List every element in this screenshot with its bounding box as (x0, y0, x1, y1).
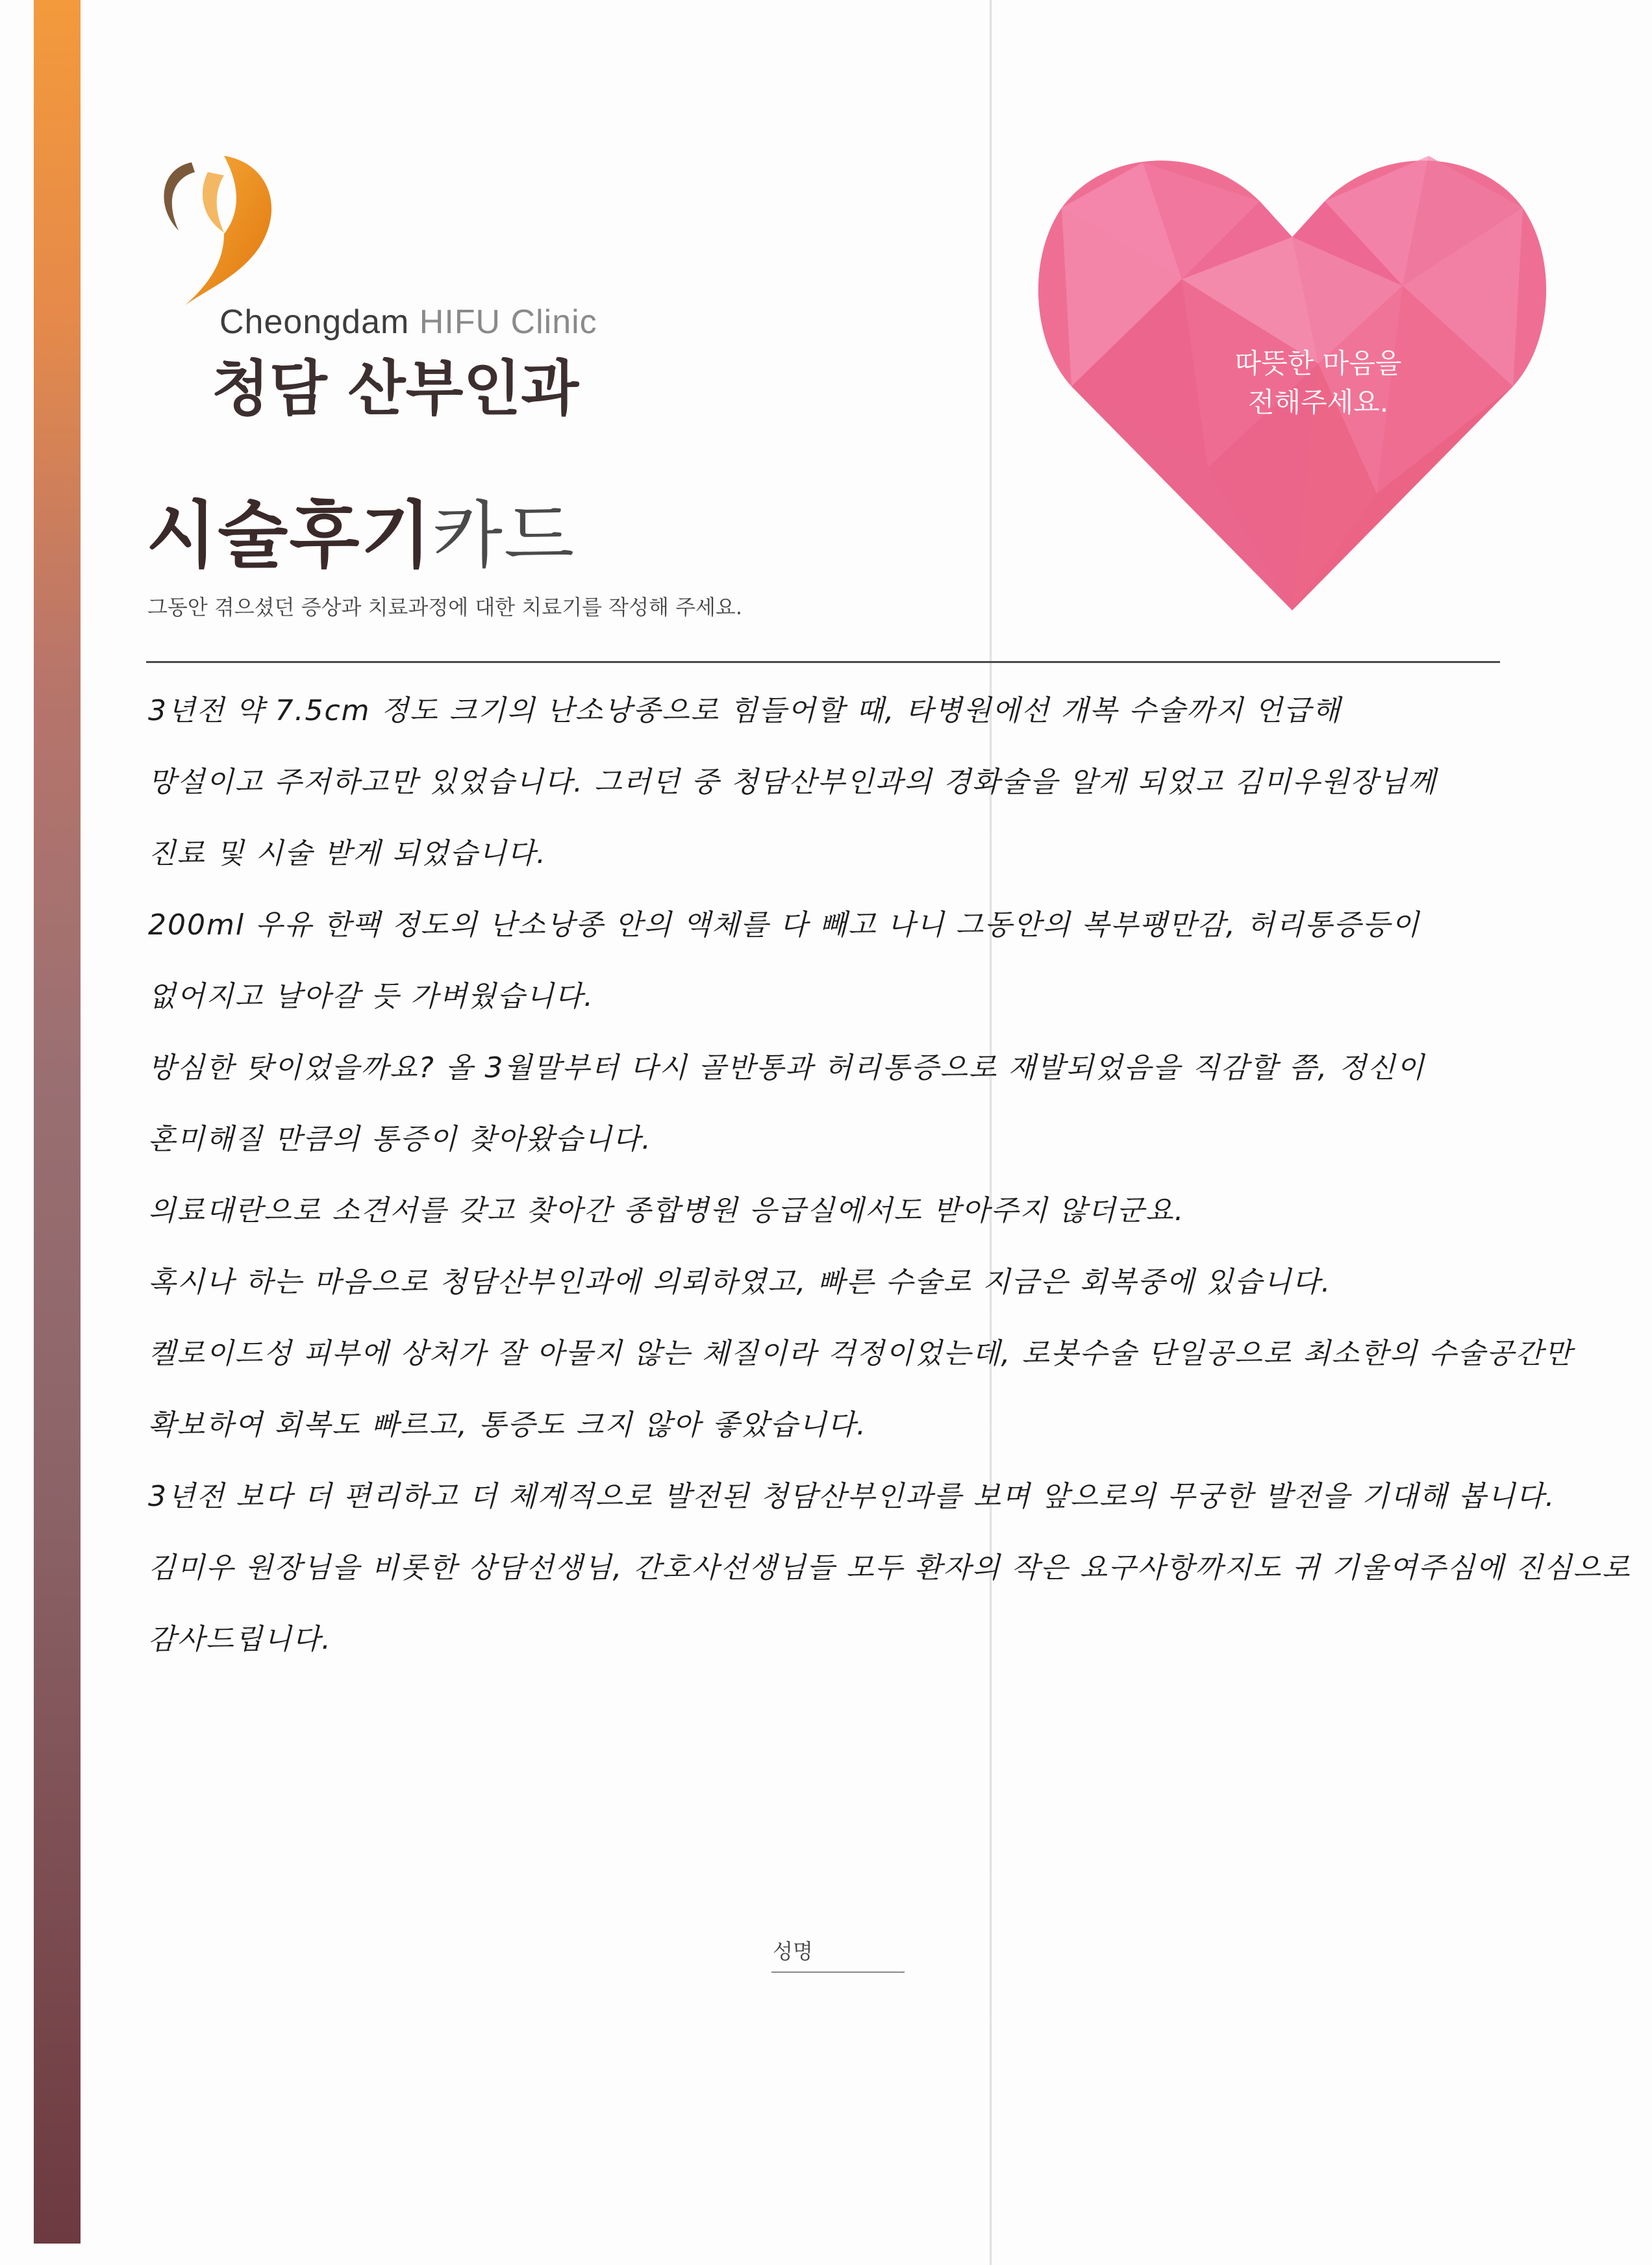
letter-line: 김미우 원장님을 비롯한 상담선생님, 간호사선생님들 모두 환자의 작은 요구사항까지도 귀 기울여주심에 진심으로 (148, 1551, 1631, 1584)
card-title-light: 카드 (432, 494, 576, 578)
letter-line: 확보하여 회복도 빠르고, 통증도 크지 않아 좋았습니다. (148, 1408, 867, 1442)
clinic-name-korean: 청담 산부인과 (212, 354, 579, 423)
gradient-side-bar (34, 0, 81, 2244)
card-subtitle: 그동안 겪으셨던 증상과 치료과정에 대한 치료기를 작성해 주세요. (147, 595, 743, 619)
letter-line: 의료대란으로 소견서를 갖고 찾아간 종합병원 응급실에서도 받아주지 않더군요. (148, 1194, 1185, 1227)
card-title-bold: 시술후기 (146, 494, 432, 578)
heart-message-line-1: 따뜻한 마음을 (1234, 347, 1402, 379)
letter-line: 켈로이드성 피부에 상처가 잘 아물지 않는 체질이라 걱정이었는데, 로봇수술 단일공으로 최소한의 수술공간만 (148, 1337, 1573, 1370)
heart-message-line-2: 전해주세요. (1247, 386, 1389, 418)
clinic-name-english (219, 303, 597, 342)
letter-line: 감사드립니다. (148, 1623, 332, 1656)
letter-line: 혼미해질 만큼의 통증이 찾아왔습니다. (148, 1123, 653, 1156)
letter-line: 망설이고 주저하고만 있었습니다. 그러던 중 청담산부인과의 경화술을 알게 되었고 김미우원장님께 (148, 766, 1437, 799)
clinic-name-english-highlight: HIFU Clinic (419, 303, 597, 341)
letter-line: 3년전 보다 더 편리하고 더 체계적으로 발전된 청담산부인과를 보며 앞으로의 무궁한 발전을 기대해 봅니다. (148, 1480, 1556, 1513)
letter-line: 진료 및 시술 받게 되었습니다. (148, 837, 547, 870)
letter-line: 혹시나 하는 마음으로 청담산부인과에 의뢰하였고, 빠른 수술로 지금은 회복중에 있습니다. (148, 1266, 1332, 1299)
clinic-logo-icon (146, 156, 302, 314)
heart-message (1169, 344, 1468, 422)
letter-line: 3년전 약 7.5cm 정도 크기의 난소낭종으로 힘들어할 때, 타병원에선 개복 수술까지 언급해 (148, 694, 1342, 727)
letter-line: 없어지고 날아갈 듯 가벼웠습니다. (148, 980, 594, 1013)
name-label: 성명 (773, 1939, 813, 1964)
name-signature-line (771, 1971, 905, 1973)
letter-line: 200ml 우유 한팩 정도의 난소낭종 안의 액체를 다 빼고 나니 그동안의 복부팽만감, 허리통증등이 (148, 908, 1421, 942)
letter-line: 방심한 탓이었을까요? 올 3월말부터 다시 골반통과 허리통증으로 재발되었음을 직감할 쯤, 정신이 (148, 1051, 1425, 1084)
title-divider (146, 661, 1500, 663)
card-title (146, 477, 575, 582)
clinic-name-english-prefix: Cheongdam (219, 303, 419, 341)
review-letter (148, 675, 1631, 1675)
